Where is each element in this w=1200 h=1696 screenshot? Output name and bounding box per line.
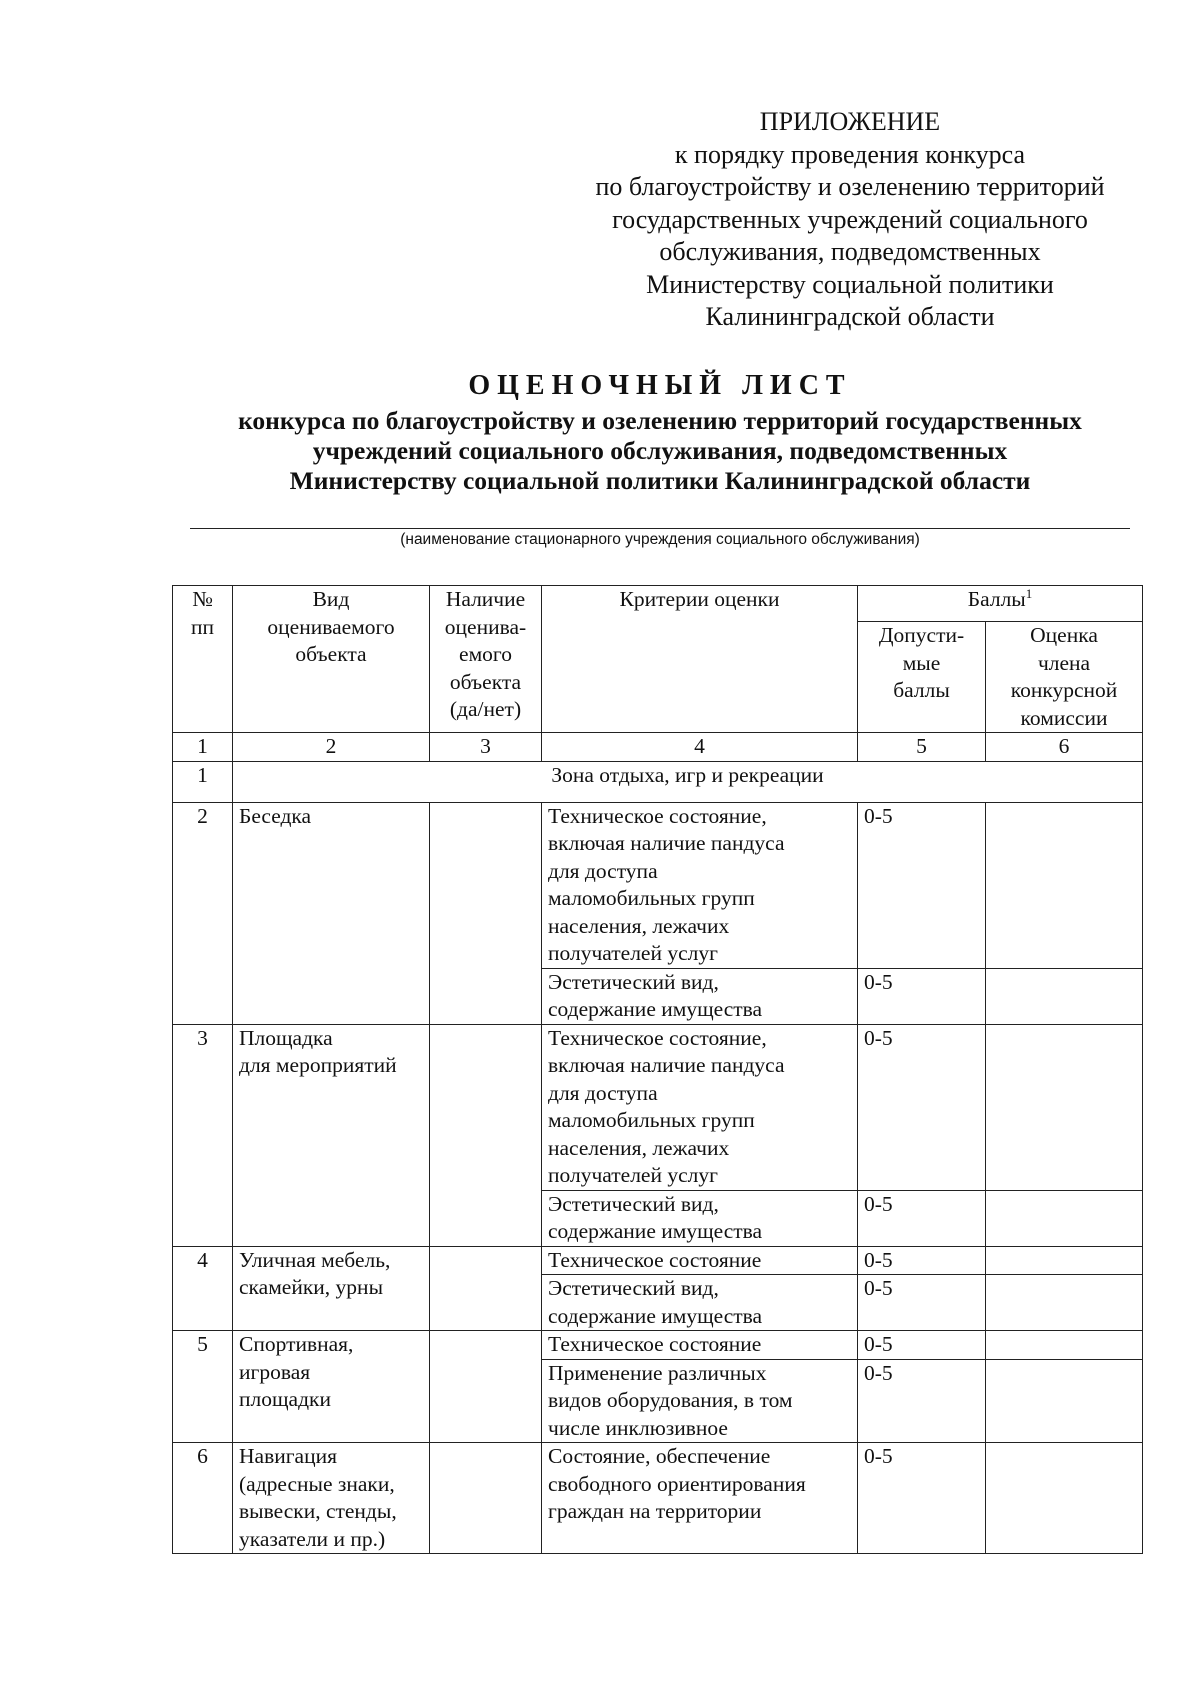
allowed-points: 0-5 [858,1275,986,1331]
member-score-cell[interactable] [986,1246,1143,1275]
object-name: Спортивная, игровая площадки [233,1331,430,1443]
criteria-cell: Эстетический вид, содержание имущества [542,968,858,1024]
row-number: 6 [173,1443,233,1554]
zone-number: 1 [173,761,233,802]
zone-row [173,761,1143,802]
row-number: 3 [173,1024,233,1246]
presence-cell[interactable] [430,1331,542,1443]
object-name: Уличная мебель, скамейки, урны [233,1246,430,1331]
footnote-mark: 1 [1025,585,1033,601]
zone-label: Зона отдыха, игр и рекреации [233,761,1143,802]
member-score-cell[interactable] [986,1024,1143,1190]
header-row [173,586,1143,622]
table-row [173,802,1143,968]
member-score-cell[interactable] [986,802,1143,968]
appendix-line: Калининградской области [705,302,995,331]
presence-cell[interactable] [430,1246,542,1331]
table-row [173,1443,1143,1554]
criteria-cell: Применение различных видов оборудования, в том числе инклюзивное [542,1359,858,1443]
member-score-cell[interactable] [986,968,1143,1024]
member-score-cell[interactable] [986,1190,1143,1246]
member-score-cell[interactable] [986,1275,1143,1331]
column-number: 5 [858,733,986,762]
member-score-cell[interactable] [986,1359,1143,1443]
table-row [173,1246,1143,1275]
criteria-cell: Эстетический вид, содержание имущества [542,1275,858,1331]
header-member-score: Оценка члена конкурсной комиссии [986,622,1143,733]
subtitle-line: учреждений социального обслуживания, подведомственных [312,436,1008,465]
appendix-line: обслуживания, подведомственных [659,237,1041,266]
object-name: Беседка [233,802,430,1024]
allowed-points: 0-5 [858,1359,986,1443]
allowed-points: 0-5 [858,968,986,1024]
criteria-cell: Состояние, обеспечение свободного ориентирования граждан на территории [542,1443,858,1554]
allowed-points: 0-5 [858,1331,986,1360]
row-number: 5 [173,1331,233,1443]
header-presence: Наличие оценива- емого объекта (да/нет) [430,586,542,733]
institution-caption: (наименование стационарного учреждения социального обслуживания) [400,531,920,548]
header-criteria: Критерии оценки [542,586,858,733]
appendix-line: к порядку проведения конкурса [674,139,1026,169]
column-number: 3 [430,733,542,762]
row-number: 4 [173,1246,233,1331]
appendix-heading: ПРИЛОЖЕНИЕ [759,107,941,136]
header-allowed-points: Допусти- мые баллы [858,622,986,733]
subtitle-line: конкурса по благоустройству и озеленению территорий государственных [238,406,1082,435]
appendix-line: по благоустройству и озеленению территорий [595,172,1105,201]
presence-cell[interactable] [430,1024,542,1246]
header-object: Вид оцениваемого объекта [233,586,430,733]
allowed-points: 0-5 [858,1246,986,1275]
column-number: 6 [986,733,1143,762]
object-name: Навигация (адресные знаки, вывески, стенды, указатели и пр.) [233,1443,430,1554]
presence-cell[interactable] [430,802,542,1024]
row-number: 2 [173,802,233,1024]
criteria-cell: Техническое состояние, включая наличие пандуса для доступа маломобильных групп населения, лежачих получателей услуг [542,802,858,968]
criteria-cell: Техническое состояние, включая наличие пандуса для доступа маломобильных групп населения, лежачих получателей услуг [542,1024,858,1190]
member-score-cell[interactable] [986,1331,1143,1360]
member-score-cell[interactable] [986,1443,1143,1554]
document-title-block [160,368,1160,496]
allowed-points: 0-5 [858,1443,986,1554]
criteria-cell: Техническое состояние [542,1331,858,1360]
column-number: 2 [233,733,430,762]
document-title: ОЦЕНОЧНЫЙ ЛИСТ [468,370,852,401]
allowed-points: 0-5 [858,1190,986,1246]
header-points: Баллы$^1$ [858,586,1143,622]
allowed-points: 0-5 [858,802,986,968]
header-num: № пп [173,586,233,733]
table-row [173,1331,1143,1360]
table-row [173,1024,1143,1190]
appendix-header [560,106,1140,334]
column-number: 1 [173,733,233,762]
appendix-line: государственных учреждений социального [612,204,1088,234]
document-subtitle [160,406,1160,496]
institution-name-line [190,528,1130,529]
column-number-row [173,733,1143,762]
object-name: Площадка для мероприятий [233,1024,430,1246]
appendix-line: Министерству социальной политики [646,269,1054,299]
column-number: 4 [542,733,858,762]
allowed-points: 0-5 [858,1024,986,1190]
subtitle-line: Министерству социальной политики Калининградской области [289,466,1031,495]
evaluation-table [172,585,1143,1554]
criteria-cell: Техническое состояние [542,1246,858,1275]
criteria-cell: Эстетический вид, содержание имущества [542,1190,858,1246]
presence-cell[interactable] [430,1443,542,1554]
